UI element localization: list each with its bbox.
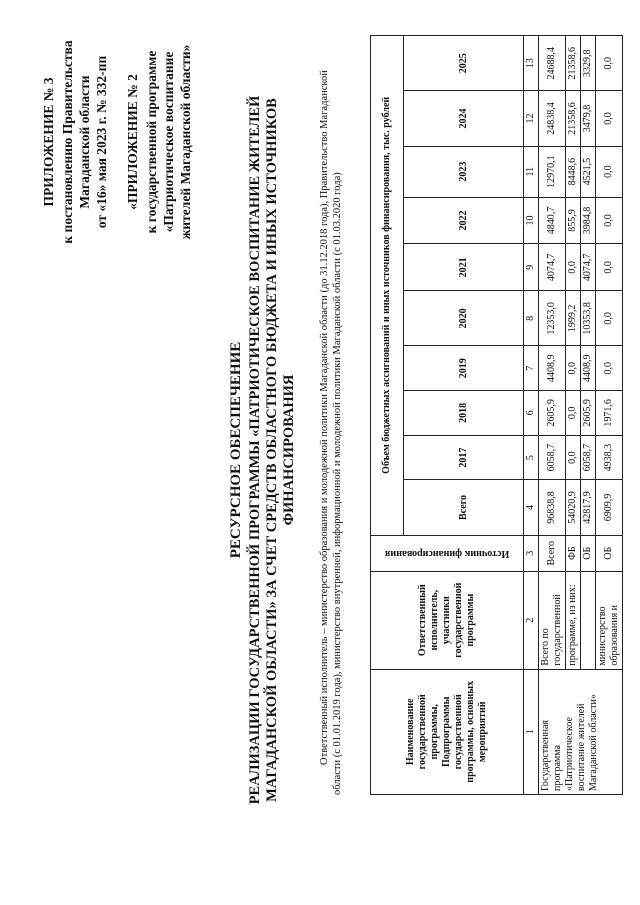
value-cell: 4521,5 <box>581 146 596 197</box>
program-name-cell: Государственная программа «Патриотическое воспитание жителей Магаданской области» <box>539 669 623 794</box>
value-cell: 21358,6 <box>566 91 581 146</box>
header-year: 2021 <box>404 244 524 291</box>
value-cell: 4840,7 <box>539 197 566 244</box>
header-year: 2020 <box>404 291 524 346</box>
value-cell: 0,0 <box>596 197 623 244</box>
column-number-row <box>524 36 539 795</box>
header-year: Всего <box>404 480 524 535</box>
value-cell: 1971,6 <box>596 391 623 436</box>
value-cell: 2605,9 <box>581 391 596 436</box>
appendix-sub-line: жителей Магаданской области» <box>178 44 193 240</box>
value-cell: 0,0 <box>596 91 623 146</box>
financing-table <box>370 35 623 795</box>
value-cell: 10353,8 <box>581 291 596 346</box>
column-number: 10 <box>524 197 539 244</box>
table-row <box>539 36 566 795</box>
appendix-header <box>40 17 194 267</box>
column-number: 9 <box>524 244 539 291</box>
value-cell: 54020,9 <box>566 480 581 535</box>
value-cell: 3479,8 <box>581 91 596 146</box>
column-number: 13 <box>524 36 539 91</box>
value-cell: 96838,8 <box>539 480 566 535</box>
title-line: МАГАДАНСКОЙ ОБЛАСТИ» ЗА СЧЕТ СРЕДСТВ ОБЛАСТНОГО БЮДЖЕТА И ИНЫХ ИСТОЧНИКОВ <box>264 98 280 802</box>
source-cell: ОБ <box>581 535 596 571</box>
header-year: 2024 <box>404 91 524 146</box>
header-financing-volume: Объем бюджетных ассигнований и иных источников финансирования, тыс. рублей <box>371 36 404 536</box>
column-number: 7 <box>524 346 539 391</box>
header-year: 2023 <box>404 146 524 197</box>
value-cell: 0,0 <box>596 346 623 391</box>
header-row <box>371 36 404 795</box>
header-name: Наименование государственной программы, Подпрограммы государственной программы, основных мероприятий <box>371 669 524 794</box>
title-line: РЕАЛИЗАЦИИ ГОСУДАРСТВЕННОЙ ПРОГРАММЫ «ПАТРИОТИЧЕСКОЕ ВОСПИТАНИЕ ЖИТЕЛЕЙ <box>247 95 263 805</box>
value-cell: 6058,7 <box>539 435 566 480</box>
header-year: 2025 <box>404 36 524 91</box>
header-year: 2017 <box>404 435 524 480</box>
value-cell: 12353,0 <box>539 291 566 346</box>
value-cell: 0,0 <box>596 36 623 91</box>
executor-cell: Всего по государственной <box>539 571 566 669</box>
value-cell: 0,0 <box>596 244 623 291</box>
column-number: 1 <box>524 669 539 794</box>
source-cell: Всего <box>539 535 566 571</box>
appendix-subtitle: «ПРИЛОЖЕНИЕ № 2 <box>125 74 140 210</box>
value-cell: 2605,9 <box>539 391 566 436</box>
value-cell: 24688,4 <box>539 36 566 91</box>
title-line: РЕСУРСНОЕ ОБЕСПЕЧЕНИЕ <box>228 341 244 559</box>
title-line: ФИНАНСИРОВАНИЯ <box>281 374 297 526</box>
header-source-text: Источник финансирования <box>384 548 510 560</box>
value-cell: 4408,9 <box>539 346 566 391</box>
value-cell: 0,0 <box>566 346 581 391</box>
value-cell: 0,0 <box>566 391 581 436</box>
header-year: 2022 <box>404 197 524 244</box>
value-cell: 1999,2 <box>566 291 581 346</box>
appendix-date-number: от «16» мая 2023 г. № 332-пп <box>94 55 109 229</box>
executor-cell <box>581 571 596 669</box>
header-year: 2019 <box>404 346 524 391</box>
value-cell: 855,9 <box>566 197 581 244</box>
executor-cell: министерство образования и <box>596 571 623 669</box>
header-executor: Ответственный исполнитель, участники государственной программы <box>371 571 524 669</box>
value-cell: 6909,9 <box>596 480 623 535</box>
column-number: 2 <box>524 571 539 669</box>
column-number: 12 <box>524 91 539 146</box>
value-cell: 4074,7 <box>581 244 596 291</box>
column-number: 3 <box>524 535 539 571</box>
responsible-executor-text: Ответственный исполнитель – министерство образования и молодежной политики Магаданской области (до 31.12.2018 года), Правительство Магаданской области (с 01.01.2019 года), министерство внутренней, информационной и молодежной политики Магаданской области (с 01.03.2020 года) <box>319 70 343 795</box>
value-cell: 8448,6 <box>566 146 581 197</box>
appendix-title: ПРИЛОЖЕНИЕ № 3 <box>41 77 56 207</box>
source-cell: ФБ <box>566 535 581 571</box>
column-number: 5 <box>524 435 539 480</box>
value-cell: 0,0 <box>596 146 623 197</box>
value-cell: 3984,8 <box>581 197 596 244</box>
value-cell: 4074,7 <box>539 244 566 291</box>
column-number: 11 <box>524 146 539 197</box>
column-number: 6 <box>524 391 539 436</box>
value-cell: 0,0 <box>566 244 581 291</box>
document-title <box>228 35 298 865</box>
header-source <box>371 535 524 571</box>
value-cell: 4408,9 <box>581 346 596 391</box>
value-cell: 42817,9 <box>581 480 596 535</box>
value-cell: 6058,7 <box>581 435 596 480</box>
appendix-sub-line: к государственной программе <box>144 50 159 234</box>
appendix-line: к постановлению Правительства <box>60 40 75 244</box>
executor-cell: программе, из них: <box>566 571 581 669</box>
value-cell: 4938,3 <box>596 435 623 480</box>
value-cell: 0,0 <box>596 291 623 346</box>
value-cell: 3329,8 <box>581 36 596 91</box>
value-cell: 0,0 <box>566 435 581 480</box>
appendix-line: Магаданской области <box>77 75 92 209</box>
appendix-sub-line: «Патриотическое воспитание <box>161 51 176 233</box>
value-cell: 12970,1 <box>539 146 566 197</box>
header-year: 2018 <box>404 391 524 436</box>
column-number: 4 <box>524 480 539 535</box>
source-cell: ОБ <box>596 535 623 571</box>
value-cell: 24838,4 <box>539 91 566 146</box>
value-cell: 21358,6 <box>566 36 581 91</box>
column-number: 8 <box>524 291 539 346</box>
